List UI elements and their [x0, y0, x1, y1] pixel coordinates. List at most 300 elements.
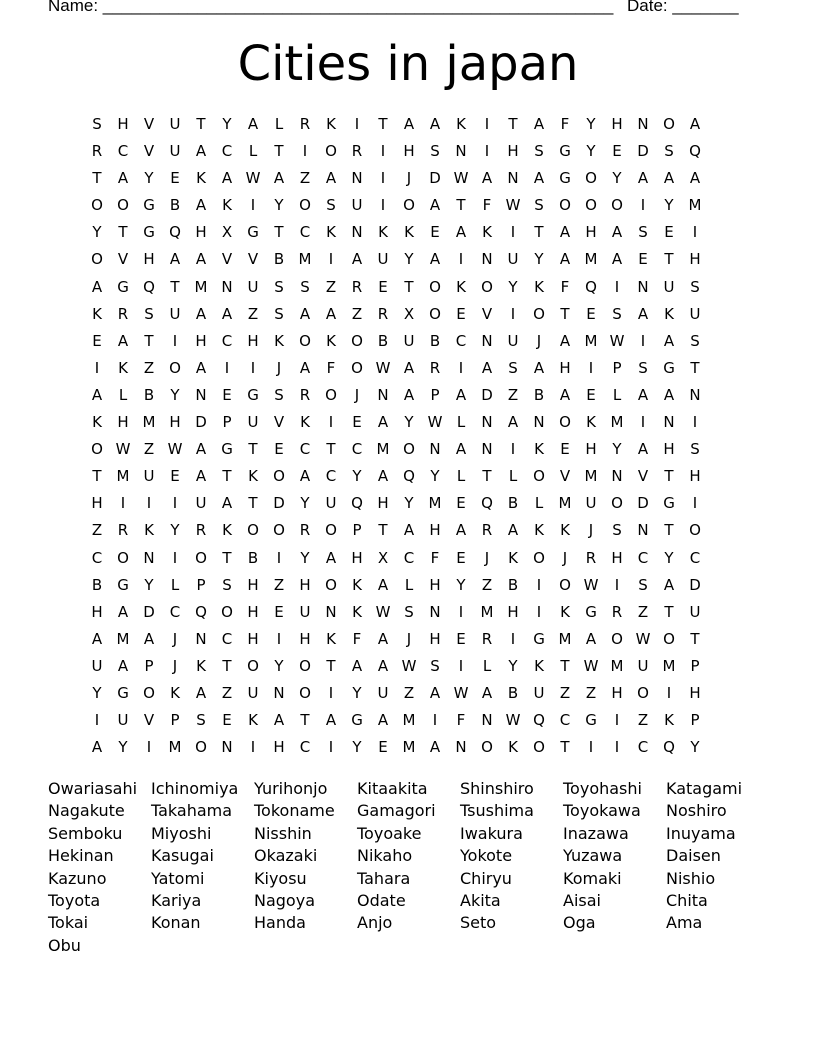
grid-letter[interactable]: N	[273, 683, 285, 702]
grid-letter[interactable]: A	[195, 358, 207, 377]
grid-letter[interactable]: X	[221, 223, 233, 242]
grid-letter[interactable]: O	[637, 683, 649, 702]
grid-letter[interactable]: P	[170, 711, 180, 730]
grid-letter[interactable]: K	[456, 277, 466, 296]
grid-letter[interactable]: E	[170, 467, 180, 486]
grid-letter[interactable]: N	[351, 223, 363, 242]
grid-letter[interactable]: N	[481, 250, 493, 269]
grid-letter[interactable]: A	[117, 169, 129, 188]
grid-letter[interactable]: A	[533, 115, 545, 133]
grid-letter[interactable]: N	[611, 467, 623, 486]
grid-letter[interactable]: U	[507, 250, 519, 269]
grid-letter[interactable]: M	[428, 494, 442, 513]
grid-letter[interactable]: G	[663, 358, 675, 377]
grid-letter[interactable]: T	[170, 277, 180, 296]
grid-letter[interactable]: T	[222, 467, 232, 486]
grid-letter[interactable]: O	[481, 738, 493, 757]
grid-letter[interactable]: K	[326, 223, 336, 242]
grid-letter[interactable]: K	[534, 440, 544, 459]
grid-letter[interactable]: Z	[351, 304, 363, 323]
grid-letter[interactable]: W	[453, 169, 469, 188]
grid-letter[interactable]: A	[325, 304, 337, 323]
grid-letter[interactable]: Z	[585, 683, 597, 702]
grid-letter[interactable]: C	[637, 548, 649, 567]
grid-letter[interactable]: C	[299, 440, 311, 459]
grid-letter[interactable]: E	[586, 385, 596, 404]
grid-letter[interactable]: A	[663, 385, 675, 404]
grid-letter[interactable]: Q	[533, 711, 545, 730]
grid-letter[interactable]: A	[221, 304, 233, 323]
grid-letter[interactable]: H	[507, 602, 519, 621]
grid-letter[interactable]: C	[221, 629, 233, 648]
grid-letter[interactable]: C	[559, 711, 571, 730]
grid-letter[interactable]: U	[325, 494, 337, 513]
grid-letter[interactable]: K	[326, 331, 336, 350]
grid-letter[interactable]: Y	[274, 656, 284, 675]
grid-letter[interactable]: K	[196, 169, 206, 188]
grid-letter[interactable]: R	[299, 385, 311, 404]
grid-letter[interactable]: Y	[92, 223, 102, 242]
grid-letter[interactable]: K	[326, 115, 336, 133]
grid-letter[interactable]: H	[351, 548, 363, 567]
grid-letter[interactable]: P	[690, 656, 700, 675]
grid-letter[interactable]: G	[533, 629, 545, 648]
grid-letter[interactable]: A	[689, 115, 701, 133]
grid-letter[interactable]: K	[508, 548, 518, 567]
grid-letter[interactable]: O	[585, 196, 597, 215]
grid-letter[interactable]: N	[533, 413, 545, 432]
grid-letter[interactable]: M	[116, 629, 130, 648]
grid-letter[interactable]: A	[273, 711, 285, 730]
grid-letter[interactable]: W	[583, 575, 599, 594]
grid-letter[interactable]: N	[221, 277, 233, 296]
grid-letter[interactable]: K	[222, 521, 232, 540]
grid-letter[interactable]: C	[299, 738, 311, 757]
grid-letter[interactable]: O	[247, 656, 259, 675]
grid-letter[interactable]: G	[663, 494, 675, 513]
grid-letter[interactable]: K	[586, 413, 596, 432]
grid-letter[interactable]: I	[146, 494, 152, 513]
grid-letter[interactable]: F	[326, 358, 336, 377]
grid-letter[interactable]: Q	[663, 738, 675, 757]
grid-letter[interactable]: T	[196, 115, 206, 133]
grid-letter[interactable]: A	[559, 223, 571, 242]
grid-letter[interactable]: I	[640, 196, 646, 215]
grid-letter[interactable]: V	[143, 142, 155, 161]
date-field[interactable]: Date: _______	[627, 0, 739, 15]
grid-letter[interactable]: Q	[403, 467, 415, 486]
grid-letter[interactable]: T	[482, 467, 492, 486]
grid-letter[interactable]: Y	[612, 440, 622, 459]
grid-letter[interactable]: A	[637, 169, 649, 188]
grid-letter[interactable]: B	[377, 331, 389, 350]
grid-letter[interactable]: S	[430, 656, 440, 675]
grid-letter[interactable]: O	[299, 331, 311, 350]
grid-letter[interactable]: U	[689, 304, 701, 323]
grid-letter[interactable]: C	[689, 548, 701, 567]
grid-letter[interactable]: U	[533, 683, 545, 702]
grid-letter[interactable]: A	[195, 250, 207, 269]
grid-letter[interactable]: T	[456, 196, 466, 215]
grid-letter[interactable]: K	[352, 602, 362, 621]
grid-letter[interactable]: M	[610, 413, 624, 432]
grid-letter[interactable]: O	[533, 304, 545, 323]
grid-letter[interactable]: C	[299, 223, 311, 242]
grid-letter[interactable]: W	[505, 711, 521, 730]
grid-letter[interactable]: W	[167, 440, 183, 459]
grid-letter[interactable]: Y	[456, 575, 466, 594]
grid-letter[interactable]: K	[144, 521, 154, 540]
grid-letter[interactable]: K	[560, 521, 570, 540]
grid-letter[interactable]: M	[480, 602, 494, 621]
grid-letter[interactable]: H	[169, 413, 181, 432]
grid-letter[interactable]: O	[403, 440, 415, 459]
grid-letter[interactable]: H	[429, 521, 441, 540]
grid-letter[interactable]: Z	[299, 169, 311, 188]
grid-letter[interactable]: O	[611, 629, 623, 648]
grid-letter[interactable]: A	[481, 358, 493, 377]
grid-letter[interactable]: J	[406, 169, 412, 188]
grid-letter[interactable]: Z	[507, 385, 519, 404]
grid-letter[interactable]: E	[456, 629, 466, 648]
grid-letter[interactable]: O	[611, 196, 623, 215]
grid-letter[interactable]: O	[273, 467, 285, 486]
grid-letter[interactable]: E	[664, 223, 674, 242]
grid-letter[interactable]: U	[663, 277, 675, 296]
grid-letter[interactable]: M	[688, 196, 702, 215]
grid-letter[interactable]: K	[222, 196, 232, 215]
grid-letter[interactable]: V	[143, 711, 155, 730]
grid-letter[interactable]: R	[481, 629, 493, 648]
grid-letter[interactable]: G	[247, 223, 259, 242]
grid-letter[interactable]: A	[429, 115, 441, 133]
grid-letter[interactable]: O	[91, 440, 103, 459]
grid-letter[interactable]: T	[664, 467, 674, 486]
grid-letter[interactable]: I	[380, 196, 386, 215]
grid-letter[interactable]: T	[222, 548, 232, 567]
grid-letter[interactable]: K	[248, 467, 258, 486]
grid-letter[interactable]: L	[508, 467, 518, 486]
grid-letter[interactable]: I	[510, 440, 516, 459]
grid-letter[interactable]: P	[196, 575, 206, 594]
grid-letter[interactable]: S	[92, 115, 102, 133]
grid-letter[interactable]: G	[351, 711, 363, 730]
grid-letter[interactable]: H	[611, 548, 623, 567]
grid-letter[interactable]: H	[247, 602, 259, 621]
grid-letter[interactable]: A	[195, 142, 207, 161]
grid-letter[interactable]: R	[299, 115, 311, 133]
grid-letter[interactable]: C	[221, 331, 233, 350]
grid-letter[interactable]: C	[455, 331, 467, 350]
grid-letter[interactable]: F	[352, 629, 362, 648]
grid-letter[interactable]: I	[172, 548, 178, 567]
grid-letter[interactable]: I	[94, 358, 100, 377]
grid-letter[interactable]: K	[300, 413, 310, 432]
grid-letter[interactable]: A	[455, 385, 467, 404]
grid-letter[interactable]: T	[118, 223, 128, 242]
grid-letter[interactable]: Z	[637, 711, 649, 730]
grid-letter[interactable]: E	[378, 277, 388, 296]
grid-letter[interactable]: Q	[169, 223, 181, 242]
grid-letter[interactable]: V	[637, 467, 649, 486]
grid-letter[interactable]: E	[352, 413, 362, 432]
grid-letter[interactable]: N	[195, 385, 207, 404]
grid-letter[interactable]: Z	[481, 575, 493, 594]
grid-letter[interactable]: D	[429, 169, 441, 188]
grid-letter[interactable]: A	[325, 548, 337, 567]
grid-letter[interactable]: A	[247, 115, 259, 133]
grid-letter[interactable]: A	[325, 169, 337, 188]
grid-letter[interactable]: T	[144, 331, 154, 350]
grid-letter[interactable]: T	[300, 711, 310, 730]
grid-letter[interactable]: U	[91, 656, 103, 675]
grid-letter[interactable]: W	[375, 602, 391, 621]
grid-letter[interactable]: P	[612, 358, 622, 377]
grid-letter[interactable]: Y	[92, 683, 102, 702]
grid-letter[interactable]: M	[584, 250, 598, 269]
grid-letter[interactable]: H	[377, 494, 389, 513]
grid-letter[interactable]: A	[299, 358, 311, 377]
grid-letter[interactable]: P	[144, 656, 154, 675]
grid-letter[interactable]: I	[172, 331, 178, 350]
grid-letter[interactable]: K	[534, 277, 544, 296]
grid-letter[interactable]: E	[456, 548, 466, 567]
grid-letter[interactable]: I	[432, 711, 438, 730]
grid-letter[interactable]: E	[612, 142, 622, 161]
grid-letter[interactable]: A	[377, 467, 389, 486]
grid-letter[interactable]: V	[481, 304, 493, 323]
grid-letter[interactable]: I	[692, 494, 698, 513]
grid-letter[interactable]: I	[510, 223, 516, 242]
grid-letter[interactable]: I	[276, 548, 282, 567]
grid-letter[interactable]: K	[482, 223, 492, 242]
grid-letter[interactable]: A	[91, 629, 103, 648]
grid-letter[interactable]: I	[588, 358, 594, 377]
grid-letter[interactable]: O	[273, 521, 285, 540]
grid-letter[interactable]: Z	[247, 304, 259, 323]
grid-letter[interactable]: H	[299, 575, 311, 594]
grid-letter[interactable]: Y	[586, 142, 596, 161]
grid-letter[interactable]: S	[274, 277, 284, 296]
grid-letter[interactable]: S	[222, 575, 232, 594]
grid-letter[interactable]: O	[325, 142, 337, 161]
grid-letter[interactable]: T	[560, 304, 570, 323]
grid-letter[interactable]: N	[325, 602, 337, 621]
grid-letter[interactable]: F	[430, 548, 440, 567]
grid-letter[interactable]: H	[195, 331, 207, 350]
grid-letter[interactable]: S	[404, 602, 414, 621]
grid-letter[interactable]: H	[611, 115, 623, 133]
grid-letter[interactable]: U	[169, 304, 181, 323]
grid-letter[interactable]: U	[377, 683, 389, 702]
grid-letter[interactable]: G	[559, 142, 571, 161]
grid-letter[interactable]: F	[560, 115, 570, 133]
grid-letter[interactable]: T	[560, 738, 570, 757]
grid-letter[interactable]: T	[92, 467, 102, 486]
grid-letter[interactable]: A	[559, 331, 571, 350]
grid-letter[interactable]: S	[326, 196, 336, 215]
grid-letter[interactable]: K	[92, 304, 102, 323]
grid-letter[interactable]: Z	[273, 575, 285, 594]
grid-letter[interactable]: L	[404, 575, 414, 594]
grid-letter[interactable]: S	[274, 385, 284, 404]
grid-letter[interactable]: I	[302, 142, 308, 161]
grid-letter[interactable]: O	[351, 358, 363, 377]
grid-letter[interactable]: A	[559, 385, 571, 404]
grid-letter[interactable]: Q	[195, 602, 207, 621]
grid-letter[interactable]: D	[195, 413, 207, 432]
grid-letter[interactable]: N	[377, 385, 389, 404]
grid-letter[interactable]: L	[170, 575, 180, 594]
grid-letter[interactable]: G	[247, 385, 259, 404]
grid-letter[interactable]: K	[664, 711, 674, 730]
grid-letter[interactable]: I	[484, 142, 490, 161]
grid-letter[interactable]: T	[378, 115, 388, 133]
grid-letter[interactable]: F	[560, 277, 570, 296]
grid-letter[interactable]: I	[640, 413, 646, 432]
grid-letter[interactable]: O	[559, 196, 571, 215]
grid-letter[interactable]: K	[560, 602, 570, 621]
grid-letter[interactable]: I	[614, 738, 620, 757]
grid-letter[interactable]: D	[637, 142, 649, 161]
grid-letter[interactable]: P	[352, 521, 362, 540]
grid-letter[interactable]: N	[455, 142, 467, 161]
grid-letter[interactable]: I	[328, 250, 334, 269]
grid-letter[interactable]: U	[299, 602, 311, 621]
grid-letter[interactable]: I	[640, 331, 646, 350]
grid-letter[interactable]: H	[689, 467, 701, 486]
grid-letter[interactable]: A	[117, 656, 129, 675]
grid-letter[interactable]: Y	[352, 683, 362, 702]
grid-letter[interactable]: A	[195, 196, 207, 215]
grid-letter[interactable]: K	[170, 683, 180, 702]
grid-letter[interactable]: T	[248, 440, 258, 459]
grid-letter[interactable]: U	[689, 602, 701, 621]
grid-letter[interactable]: N	[481, 440, 493, 459]
grid-letter[interactable]: J	[536, 331, 542, 350]
grid-letter[interactable]: K	[92, 413, 102, 432]
grid-letter[interactable]: R	[117, 521, 129, 540]
grid-letter[interactable]: E	[456, 494, 466, 513]
grid-letter[interactable]: Y	[300, 548, 310, 567]
grid-letter[interactable]: H	[689, 250, 701, 269]
grid-letter[interactable]: Y	[430, 467, 440, 486]
grid-letter[interactable]: L	[248, 142, 258, 161]
grid-letter[interactable]: A	[689, 169, 701, 188]
grid-letter[interactable]: N	[429, 440, 441, 459]
grid-letter[interactable]: U	[585, 494, 597, 513]
grid-letter[interactable]: O	[247, 521, 259, 540]
grid-letter[interactable]: G	[221, 440, 233, 459]
grid-letter[interactable]: S	[144, 304, 154, 323]
grid-letter[interactable]: A	[507, 413, 519, 432]
grid-letter[interactable]: G	[117, 575, 129, 594]
grid-letter[interactable]: M	[116, 467, 130, 486]
grid-letter[interactable]: H	[507, 142, 519, 161]
grid-letter[interactable]: B	[533, 385, 545, 404]
grid-letter[interactable]: H	[273, 738, 285, 757]
grid-letter[interactable]: D	[481, 385, 493, 404]
grid-letter[interactable]: P	[690, 711, 700, 730]
grid-letter[interactable]: I	[328, 683, 334, 702]
grid-letter[interactable]: E	[274, 602, 284, 621]
grid-letter[interactable]: V	[273, 413, 285, 432]
grid-letter[interactable]: A	[403, 115, 415, 133]
grid-letter[interactable]: K	[196, 656, 206, 675]
grid-letter[interactable]: O	[299, 683, 311, 702]
grid-letter[interactable]: A	[169, 250, 181, 269]
grid-letter[interactable]: O	[429, 304, 441, 323]
grid-letter[interactable]: H	[91, 494, 103, 513]
grid-letter[interactable]: I	[380, 142, 386, 161]
grid-letter[interactable]: R	[351, 142, 363, 161]
grid-letter[interactable]: A	[299, 304, 311, 323]
grid-letter[interactable]: K	[274, 331, 284, 350]
grid-letter[interactable]: I	[692, 413, 698, 432]
grid-letter[interactable]: D	[273, 494, 285, 513]
grid-letter[interactable]: M	[194, 277, 208, 296]
grid-letter[interactable]: H	[403, 142, 415, 161]
grid-letter[interactable]: I	[458, 358, 464, 377]
grid-letter[interactable]: H	[299, 629, 311, 648]
grid-letter[interactable]: N	[637, 277, 649, 296]
grid-letter[interactable]: M	[584, 467, 598, 486]
grid-letter[interactable]: I	[510, 304, 516, 323]
grid-letter[interactable]: Y	[404, 250, 414, 269]
grid-letter[interactable]: V	[117, 250, 129, 269]
grid-letter[interactable]: D	[637, 494, 649, 513]
grid-letter[interactable]: A	[377, 656, 389, 675]
grid-letter[interactable]: H	[663, 440, 675, 459]
grid-letter[interactable]: J	[172, 629, 178, 648]
grid-letter[interactable]: S	[508, 358, 518, 377]
grid-letter[interactable]: J	[588, 521, 594, 540]
grid-letter[interactable]: S	[196, 711, 206, 730]
grid-letter[interactable]: J	[484, 548, 490, 567]
grid-letter[interactable]: T	[690, 629, 700, 648]
grid-letter[interactable]: S	[690, 277, 700, 296]
grid-letter[interactable]: S	[612, 521, 622, 540]
grid-letter[interactable]: O	[533, 738, 545, 757]
grid-letter[interactable]: J	[562, 548, 568, 567]
grid-letter[interactable]: O	[117, 196, 129, 215]
grid-letter[interactable]: N	[481, 331, 493, 350]
grid-letter[interactable]: A	[143, 629, 155, 648]
grid-letter[interactable]: O	[91, 250, 103, 269]
grid-letter[interactable]: A	[507, 521, 519, 540]
grid-letter[interactable]: I	[458, 250, 464, 269]
grid-letter[interactable]: O	[195, 548, 207, 567]
grid-letter[interactable]: W	[635, 629, 651, 648]
grid-letter[interactable]: M	[584, 331, 598, 350]
grid-letter[interactable]: Y	[508, 656, 518, 675]
grid-letter[interactable]: U	[637, 656, 649, 675]
grid-letter[interactable]: A	[429, 250, 441, 269]
grid-letter[interactable]: A	[195, 304, 207, 323]
grid-letter[interactable]: A	[325, 711, 337, 730]
grid-letter[interactable]: J	[406, 629, 412, 648]
grid-letter[interactable]: U	[169, 115, 181, 133]
grid-letter[interactable]: M	[662, 656, 676, 675]
grid-letter[interactable]: A	[221, 494, 233, 513]
grid-letter[interactable]: N	[689, 385, 701, 404]
grid-letter[interactable]: N	[143, 548, 155, 567]
grid-letter[interactable]: L	[456, 467, 466, 486]
grid-letter[interactable]: W	[505, 196, 521, 215]
grid-letter[interactable]: O	[221, 602, 233, 621]
grid-letter[interactable]: H	[247, 629, 259, 648]
grid-letter[interactable]: C	[403, 548, 415, 567]
